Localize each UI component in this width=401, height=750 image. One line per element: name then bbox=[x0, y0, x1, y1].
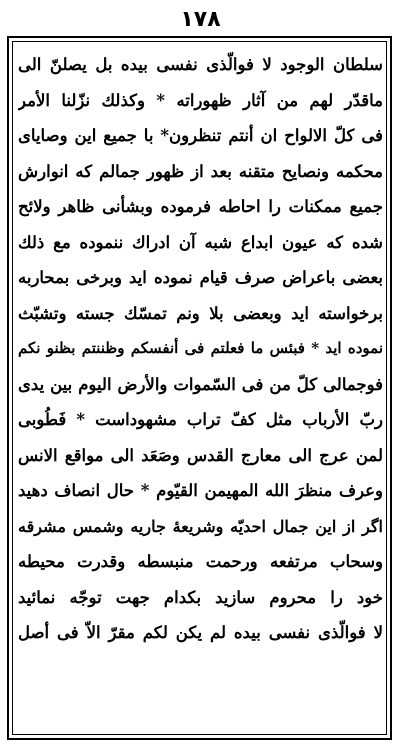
text-line-9: نموده ايد * فبئس ما فعلتم فى أنفسكم وظننتم بظنو نكم bbox=[18, 339, 383, 357]
text-line-12: لمن عرج الى معارج القدس وصَعَد الى مواقع الانس bbox=[18, 445, 383, 465]
text-line-8: برخواسته ايد وبعضى بلا ونم تمسّك جسته وتشبّث bbox=[18, 303, 383, 323]
text-line-1: سلطان الوجود لا فوالّذى نفسى بيده بل يصلنّ الى bbox=[18, 55, 383, 74]
text-line-7: بعضى باعراض صرف قيام نموده ايد وبرخى بمحاربه bbox=[18, 268, 383, 287]
page-number: ١٧٨ bbox=[180, 7, 221, 32]
text-line-4: محكمه ونصايح متقنه بعد از ظهور جمالم كه انوارش bbox=[18, 161, 383, 181]
text-line-13: وعرف منظرَ الله المهيمن القيّوم * حال انصاف دهيد bbox=[18, 481, 383, 500]
text-line-11: ربّ الأرباب مثل كفّ تراب مشهوداست * فَطُوبى bbox=[18, 410, 383, 429]
text-line-16: خود را محروم سازيد بكدام جهت توجّه نمائيد bbox=[18, 587, 383, 607]
text-line-14: اگر از اين جمال احديّه وشريعهٔ جاريه وشمس مشرقه bbox=[18, 516, 383, 536]
text-line-10: فوجمالى كلّ من فى السّموات والأرض اليوم بين يدى bbox=[18, 374, 383, 394]
text-line-5: جميع ممكنات را احاطه فرموده وبشأنى ظاهر ولائح bbox=[18, 197, 383, 216]
text-body bbox=[16, 47, 385, 733]
text-line-6: شده كه عيون ابداع شبه آن ادراك ننموده مع ذلك bbox=[18, 232, 383, 252]
text-line-15: وسحاب مرتفعه ورحمت منبسطه وقدرت محيطه bbox=[18, 552, 383, 571]
text-line-3: فى كلّ الالواح ان أنتم تنظرون* با جميع اين وصاياى bbox=[18, 126, 383, 145]
text-line-17: لا فوالّذى نفسى بيده لم يكن لكم مقرّ الاّ فى أصل bbox=[18, 623, 383, 642]
text-line-2: ماقدّر لهم من آثار ظهوراته * وكذلك نزّلنا الأمر bbox=[18, 90, 383, 110]
